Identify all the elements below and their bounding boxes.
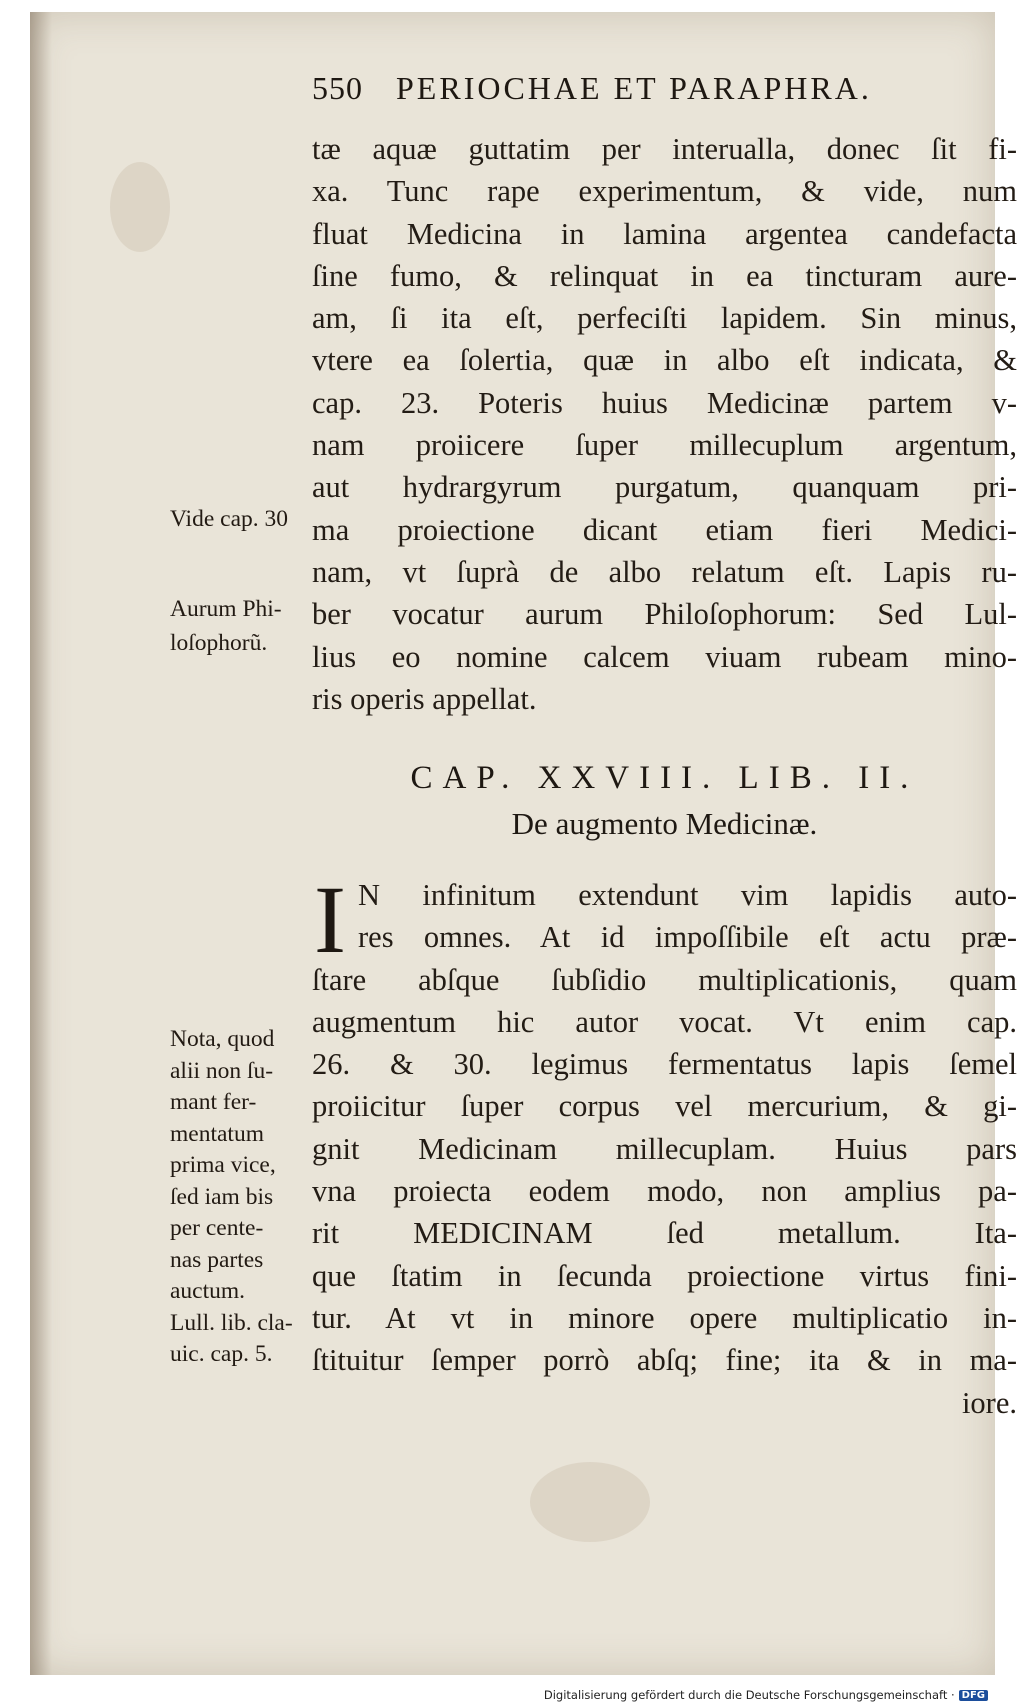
text-line: ſtare abſque ſubſidio multiplicationis, quam xyxy=(312,962,1017,997)
note-line: per cente- xyxy=(170,1215,264,1241)
note-line: prima vice, xyxy=(170,1152,276,1178)
text-line: ma proiectione dicant etiam fieri Medici- xyxy=(312,512,1017,547)
text-line-final: iore. xyxy=(961,1385,1017,1420)
text-line: lius eo nomine calcem viuam rubeam mino- xyxy=(312,639,1017,674)
text-line: tæ aquæ guttatim per interualla, donec ſit fi- xyxy=(312,132,1017,166)
note-line: Lull. lib. cla- xyxy=(170,1309,293,1336)
note-line: alii non ſu- xyxy=(170,1057,274,1084)
text-line: xa. Tunc rape experimentum, & vide, num xyxy=(312,174,1017,209)
note-line: mentatum xyxy=(170,1120,264,1147)
note-line: uic. cap. 5. xyxy=(170,1341,273,1367)
text-line: ſine fumo, & relinquat in ea tincturam aure- xyxy=(312,258,1017,293)
text-line: am, ſi ita eſt, perfeciſti lapidem. Sin minus, xyxy=(312,301,1017,336)
text-line: ber vocatur aurum Philoſophorum: Sed Lul- xyxy=(312,597,1017,632)
chapter-title: CAP. XXVIII. LIB. II. xyxy=(410,760,919,796)
text-line: proiicitur ſuper corpus vel mercurium, & gi- xyxy=(312,1089,1017,1124)
drop-cap: I xyxy=(314,866,346,973)
text-line: vtere ea ſolertia, quæ in albo eſt indicata, & xyxy=(312,343,1017,378)
chapter-heading xyxy=(312,760,1017,842)
text-line: ris operis appellat. xyxy=(312,681,537,716)
note-line: loſophorũ. xyxy=(170,630,268,656)
credit-text: Digitalisierung gefördert durch die Deutsche Forschungsgemeinschaft · xyxy=(543,1688,955,1702)
chapter-subtitle: De augmento Medicinæ. xyxy=(511,806,818,841)
text-line: nam proiicere ſuper millecuplum argentum, xyxy=(312,428,1017,463)
paragraph-continuation xyxy=(312,128,1017,720)
page-number: 550 xyxy=(312,70,363,106)
text-line: vna proiecta eodem modo, non amplius pa- xyxy=(312,1174,1017,1209)
text-line: 26. & 30. legimus fermentatus lapis ſemel xyxy=(312,1047,1017,1082)
paper-stain xyxy=(530,1462,650,1542)
scanned-page xyxy=(30,12,1017,1675)
text-line: nam, vt ſuprà de albo relatum eſt. Lapis ru- xyxy=(312,554,1017,589)
text-line: res omnes. At id impoſſibile eſt actu præ- xyxy=(358,920,1017,955)
note-line: Vide cap. 30 xyxy=(170,506,289,532)
text-line: que ſtatim in ſecunda proiectione virtus fini- xyxy=(312,1258,1017,1293)
text-line: rit MEDICINAM ſed metallum. Ita- xyxy=(312,1216,1017,1251)
running-title: PERIOCHAE ET PARAPHRA. xyxy=(396,70,872,106)
text-line: tur. At vt in minore opere multiplicatio in- xyxy=(312,1300,1017,1335)
text-line: aut hydrargyrum purgatum, quanquam pri- xyxy=(312,470,1017,505)
paper-stain xyxy=(110,162,170,252)
note-line: Aurum Phi- xyxy=(170,596,282,622)
running-head xyxy=(312,70,1002,107)
chapter-paragraph xyxy=(312,866,1017,1424)
margin-note-vide xyxy=(170,504,315,534)
margin-note-nota xyxy=(170,1024,315,1371)
binding-shadow xyxy=(30,12,52,1675)
dfg-logo-icon: DFG xyxy=(959,1690,988,1701)
text-line: cap. 23. Poteris huius Medicinæ partem v- xyxy=(312,385,1017,420)
text-line: gnit Medicinam millecuplam. Huius pars xyxy=(312,1131,1017,1166)
margin-note-aurum xyxy=(170,592,315,660)
text-line: augmentum hic autor vocat. Vt enim cap. xyxy=(312,1004,1017,1039)
text-line: ſtituitur ſemper porrò abſq; fine; ita & in ma- xyxy=(312,1343,1017,1378)
text-line: N infinitum extendunt vim lapidis auto- xyxy=(358,878,1017,912)
note-line: Nota, quod xyxy=(170,1026,275,1052)
digitization-credit xyxy=(544,1688,988,1702)
note-line: auctum. xyxy=(170,1278,246,1304)
text-line: fluat Medicina in lamina argentea candefacta xyxy=(312,216,1017,251)
note-line: mant fer- xyxy=(170,1089,257,1115)
note-line: nas partes xyxy=(170,1246,264,1273)
note-line: ſed iam bis xyxy=(170,1183,274,1210)
